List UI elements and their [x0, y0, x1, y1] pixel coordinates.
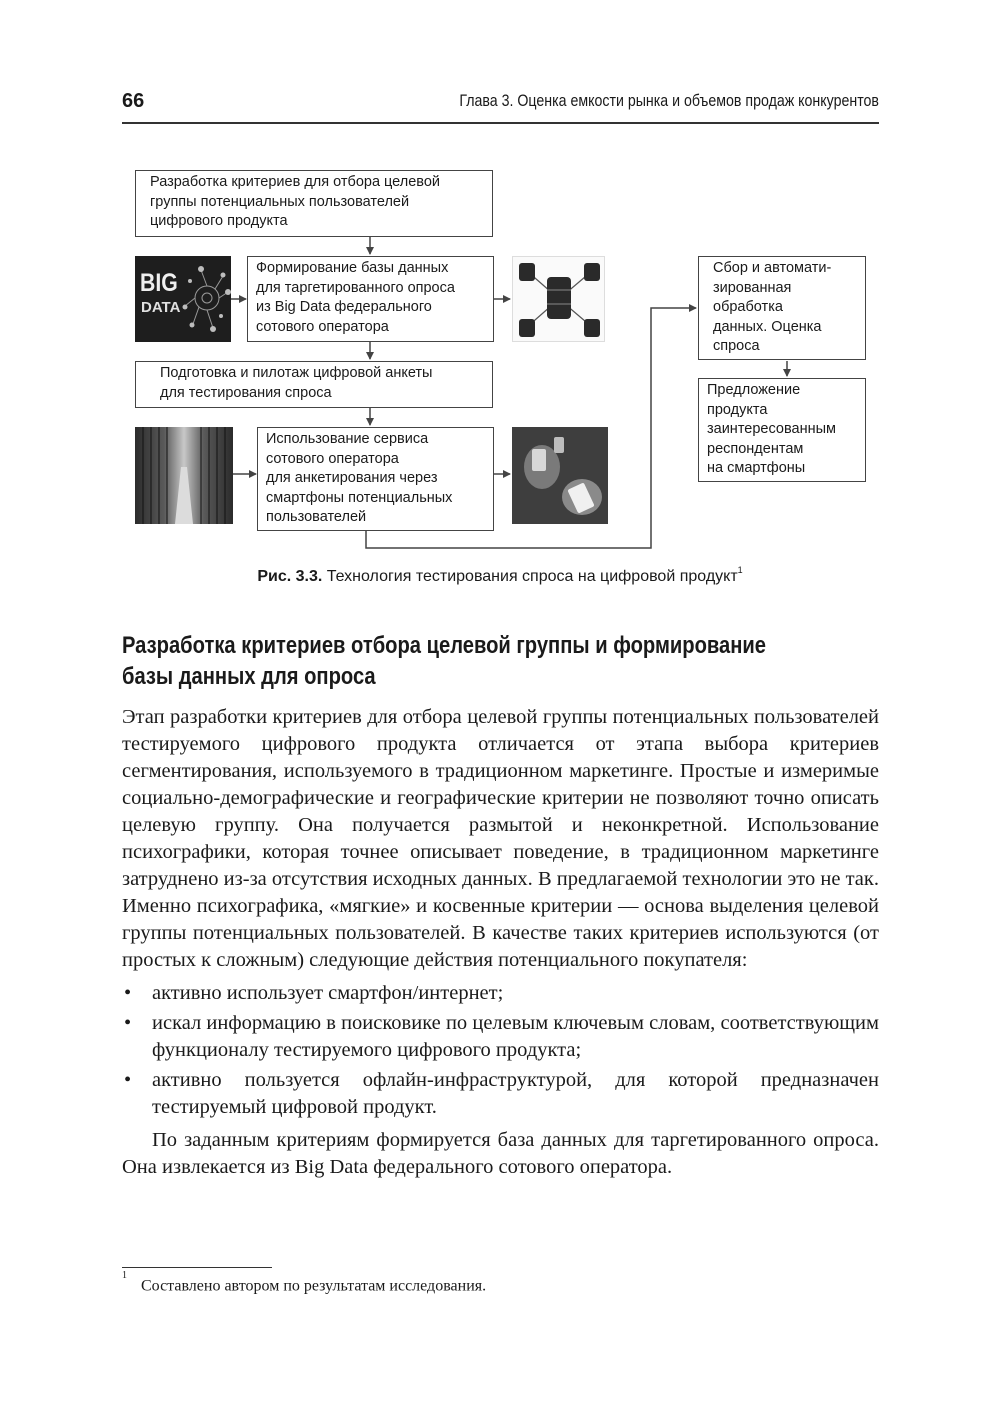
- box-criteria-line-2: группы потенциальных пользователей: [150, 193, 410, 210]
- bullet-mark: •: [124, 1069, 132, 1091]
- box-service-line-2: сотового оператора: [266, 450, 399, 467]
- footnote-text: Составлено автором по результатам исследования.: [141, 1277, 487, 1295]
- server-racks-graphic: [135, 427, 233, 524]
- bullet-item: [122, 980, 879, 1007]
- figure-caption-text: Технология тестирования спроса на цифровой продукт: [322, 568, 738, 585]
- network-graphic: [135, 256, 231, 342]
- box-database-line-3: из Big Data федерального: [256, 299, 432, 315]
- hands-with-phones-graphic: [512, 427, 608, 524]
- bullet-item: [122, 1010, 879, 1064]
- box-service-line-1: Использование сервиса: [266, 431, 429, 447]
- paragraph-criteria: Этап разработки критериев для отбора целевой группы потенциальных пользователей тестируемого цифрового продукта отличается от этапа выбора критериев сегментирования, используемого в традиционном маркетинге. Простые и измеримые социально-демографические и географические критерии не позволяют точно описать целевую группу. Она получается размытой и неконкретной. Использование психографики, которая точнее описывает поведение, в традиционном маркетинге затруднено из-за отсутствия исходных данных. В предлагаемой технологии это не так. Именно психографика, «мягкие» и косвенные критерии — основа выделения целевой группы потенциальных пользователей. В качестве таких критериев используются (от простых к сложным) следующие действия потенциального покупателя:: [122, 706, 879, 971]
- bigdata-logo-data: DATA: [141, 299, 181, 316]
- bigdata-logo-big: BIG: [140, 269, 178, 297]
- bullet-text: активно пользуется офлайн-инфраструктурой, для которой предназначен тестируемый цифровой продукт.: [152, 1069, 879, 1118]
- box-operator-service: [257, 427, 494, 531]
- box-service-line-3: для анкетирования через: [266, 470, 438, 486]
- figure-caption: [0, 565, 1000, 586]
- section-heading-line-1: Разработка критериев отбора целевой группы и формирование: [122, 632, 767, 659]
- bullet-text: активно использует смартфон/интернет;: [152, 982, 504, 1004]
- footnote-mark: 1: [122, 1270, 127, 1281]
- box-collect-line-1: Сбор и автомати-: [713, 260, 832, 276]
- box-pilot-line-1: Подготовка и пилотаж цифровой анкеты: [160, 365, 433, 381]
- box-service-line-5: пользователей: [266, 509, 367, 525]
- figure-caption-label: Рис. 3.3.: [257, 568, 323, 585]
- criteria-bullet-list: [122, 980, 879, 1121]
- box-offer-line-1: Предложение: [707, 382, 801, 398]
- box-pilot-survey: [135, 361, 493, 408]
- bullet-item: [122, 1067, 879, 1121]
- box-criteria-line-1: Разработка критериев для отбора целевой: [150, 174, 440, 190]
- bullet-text: искал информацию в поисковике по целевым ключевым словам, соответствующим функционалу тестируемого цифрового продукта;: [152, 1012, 879, 1061]
- bullet-mark: •: [124, 1012, 132, 1034]
- box-collect-line-4: данных. Оценка: [713, 318, 822, 335]
- box-service-line-4: смартфоны потенциальных: [266, 489, 453, 506]
- box-offer-line-3: заинтересованным: [707, 421, 836, 437]
- running-header-title: Глава 3. Оценка емкости рынка и объемов продаж конкурентов: [459, 92, 879, 110]
- box-criteria-development: [135, 170, 493, 237]
- box-collect-line-3: обработка: [713, 299, 783, 315]
- section-heading-line-2: базы данных для опроса: [122, 663, 376, 690]
- box-collect-line-5: спроса: [713, 338, 760, 354]
- bigdata-picture: [135, 256, 231, 342]
- page-number: 66: [122, 90, 145, 112]
- box-database-line-1: Формирование базы данных: [256, 260, 449, 276]
- footnote: [122, 1270, 487, 1295]
- body-text: [122, 704, 879, 1181]
- paragraph-database: По заданным критериям формируется база данных для таргетированного опроса. Она извлекается из Big Data федерального сотового оператора.: [122, 1129, 879, 1178]
- section-heading: [122, 630, 878, 692]
- footnote-rule: [122, 1267, 272, 1268]
- box-database-line-4: сотового оператора: [256, 318, 389, 335]
- server-room-picture: [135, 427, 233, 524]
- box-offer-line-5: на смартфоны: [707, 460, 806, 476]
- box-pilot-line-2: для тестирования спроса: [160, 384, 332, 401]
- figure-caption-footnote-mark: 1: [737, 565, 743, 575]
- box-product-offer: [698, 378, 866, 482]
- box-criteria-line-3: цифрового продукта: [150, 213, 288, 229]
- database-picture: [512, 256, 605, 342]
- box-offer-line-2: продукта: [707, 401, 768, 418]
- smartphones-picture: [512, 427, 608, 524]
- box-collect-line-2: зированная: [713, 279, 792, 296]
- box-data-collection: [698, 256, 866, 360]
- box-database-formation: [247, 256, 494, 342]
- box-offer-line-4: респондентам: [707, 440, 804, 457]
- database-cylinders-icon: [513, 257, 605, 342]
- bullet-mark: •: [124, 982, 132, 1004]
- box-database-line-2: для таргетированного опроса: [256, 279, 455, 296]
